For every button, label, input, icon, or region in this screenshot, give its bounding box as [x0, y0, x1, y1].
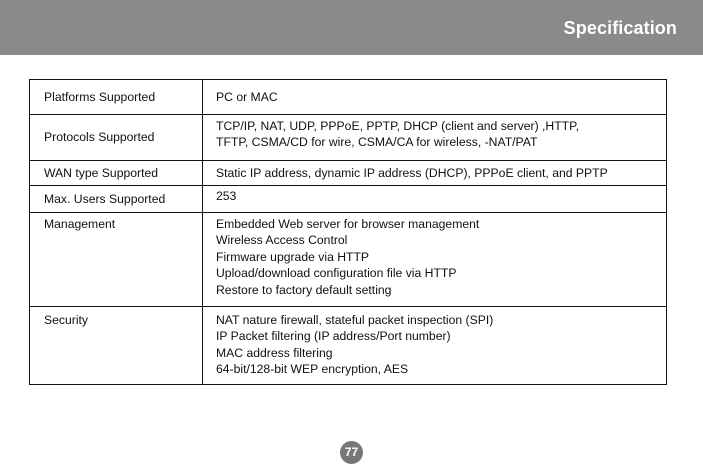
spec-row-management	[30, 213, 667, 307]
spec-value	[203, 213, 667, 307]
header-bar	[0, 0, 703, 55]
spec-label: Protocols Supported	[30, 115, 203, 161]
spec-row-protocols	[30, 115, 667, 161]
spec-value	[203, 161, 667, 186]
spec-value-line: TCP/IP, NAT, UDP, PPPoE, PPTP, DHCP (client and server) ,HTTP,	[216, 119, 580, 133]
spec-value-line: PC or MAC	[216, 89, 278, 104]
spec-value-line: Embedded Web server for browser management	[216, 217, 480, 231]
spec-row-max-users	[30, 186, 667, 213]
page-title: Specification	[563, 18, 677, 38]
spec-label: Platforms Supported	[30, 80, 203, 115]
spec-value-line: MAC address filtering	[216, 345, 333, 360]
spec-value-line: TFTP, CSMA/CD for wire, CSMA/CA for wireless, -NAT/PAT	[216, 135, 538, 150]
spec-value-line: Upload/download configuration file via HTTP	[216, 266, 457, 281]
spec-row-wan-type	[30, 161, 667, 186]
spec-label: Security	[30, 307, 203, 385]
spec-label: WAN type Supported	[30, 161, 203, 186]
spec-value-line: Firmware upgrade via HTTP	[216, 249, 370, 264]
spec-row-security	[30, 307, 667, 385]
spec-value-line: NAT nature firewall, stateful packet inspection (SPI)	[216, 313, 494, 327]
specification-table	[29, 79, 667, 385]
spec-value-line: Static IP address, dynamic IP address (DHCP), PPPoE client, and PPTP	[216, 165, 608, 180]
spec-label: Max. Users Supported	[30, 186, 203, 213]
spec-label: Management	[30, 213, 203, 307]
spec-value	[203, 80, 667, 115]
spec-value-line: IP Packet filtering (IP address/Port number)	[216, 329, 451, 344]
spec-value-line: 64-bit/128-bit WEP encryption, AES	[216, 362, 409, 377]
spec-value-line: Restore to factory default setting	[216, 282, 392, 297]
page-number-badge: 77	[340, 441, 363, 464]
spec-value-line: Wireless Access Control	[216, 233, 348, 248]
spec-row-platforms	[30, 80, 667, 115]
spec-value	[203, 115, 667, 161]
spec-value	[203, 186, 667, 213]
spec-value	[203, 307, 667, 385]
spec-value-line: 253	[216, 189, 237, 203]
